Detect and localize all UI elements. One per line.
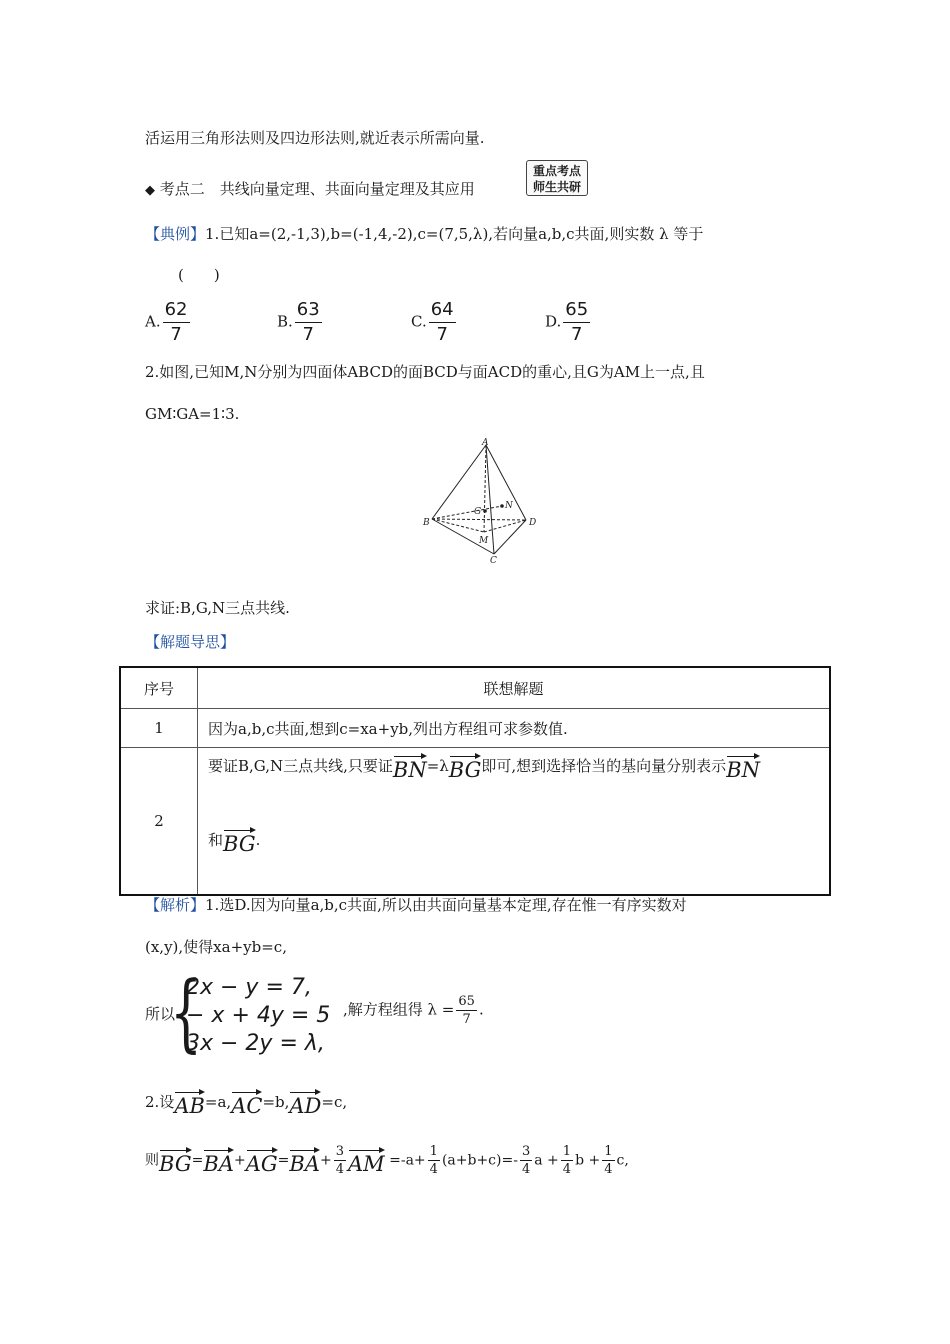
table-header-row [120,667,830,709]
option-num: 63 [295,298,322,323]
solution-p2 [145,1089,347,1117]
tetrahedron-figure [415,435,545,565]
p2-c: =c, [321,1093,348,1111]
guide-label: 【解题导思】 [145,633,236,651]
vector-ba: BA [289,1147,320,1175]
p3-prefix: 则 [145,1152,159,1169]
option-num: 64 [429,298,456,323]
vector-ab: AB [174,1089,205,1117]
label-b: B [423,518,430,528]
row-text-a: 要证B,G,N三点共线,只要证 [208,757,393,775]
row-end: . [255,831,261,849]
p3-tail-5: c, [616,1152,629,1169]
label-g: G [474,507,482,517]
frac-num: 1 [429,1144,438,1159]
so-text: 所以 [145,1005,176,1023]
result-num: 65 [458,994,475,1009]
frac-den: 4 [429,1162,438,1177]
vector-bg: BG [159,1147,192,1175]
frac-den: 4 [335,1162,344,1177]
vector-bn: BN [393,753,427,781]
vector-bg: BG [449,753,482,781]
frac-num: 3 [521,1144,531,1159]
option-letter: C. [411,312,427,331]
frac-den: 4 [604,1162,613,1177]
solution-line-2: (x,y),使得xa+yb=c, [145,938,287,956]
label-c: C [490,556,497,565]
eq-lambda: =λ [426,757,449,775]
q2-line-2: GM∶GA=1∶3. [145,405,240,423]
equation-2: − x + 4y = 5 [186,1003,331,1028]
solution-p3: 则BG=BA+AG=BA+ $\frac{3}{4}$ AM =-a+ $\frac{1}{4}$ (a+b+c)=- $\frac{3}{4}$ a + $\frac{1}{4}$ b + $\frac{1}{4}$ c, [145,1144,629,1177]
option-c [411,298,458,347]
vector-ad: AD [289,1089,321,1117]
frac-num: 1 [604,1144,613,1159]
p2-prefix: 2.设 [145,1093,175,1111]
badge-line-1: 重点考点 [532,164,581,178]
edge-bd [432,519,526,520]
key-point-badge [526,160,588,196]
option-d [545,298,592,347]
guide-table [119,666,831,896]
p3-tail-2: (a+b+c)=- [441,1152,518,1169]
badge-line-2: 师生共研 [532,180,581,194]
option-den: 7 [436,324,448,345]
q2-line-1: 2.如图,已知M,N分别为四面体ABCD的面BCD与面ACD的重心,且G为AM上一点,且 [145,363,705,381]
table-row [120,748,830,896]
segment-am [484,445,486,532]
option-num: 62 [163,298,190,323]
option-den: 7 [302,324,314,345]
q1-paren: ( ) [178,266,220,284]
section-title: 考点二 共线向量定理、共面向量定理及其应用 [159,180,475,198]
header-no: 序号 [120,667,198,709]
row-text: 因为a,b,c共面,想到c=xa+yb,列出方程组可求参数值. [198,709,831,748]
table-row [120,709,830,748]
option-den: 7 [570,324,583,345]
row-text-c: 和 [208,831,224,849]
solution-text: 1.选D.因为向量a,b,c共面,所以由共面向量基本定理,存在惟一有序实数对 [205,896,687,914]
result-text: ,解方程组得 λ = [343,1000,455,1019]
option-letter: A. [145,312,161,331]
option-letter: D. [545,312,562,331]
frac-num: 3 [335,1144,344,1159]
header-content: 联想解题 [198,667,831,709]
equation-3: 3x − 2y = λ, [186,1031,325,1056]
frac-num: 1 [562,1144,572,1159]
vector-am: AM [348,1147,385,1175]
row-text-b: 即可,想到选择恰当的基向量分别表示 [481,757,727,775]
p3-tail-1: =-a+ [389,1152,426,1169]
row-text [198,748,831,896]
solution-result [343,993,484,1028]
section-heading [145,178,475,202]
option-letter: B. [277,312,293,331]
result-end: . [478,1000,484,1019]
label-m: M [479,536,489,546]
row-no: 2 [120,748,198,896]
p2-b: =b, [262,1093,290,1111]
p3-tail-4: b [575,1152,585,1169]
result-den: 7 [462,1012,471,1027]
frac-den: 4 [562,1162,572,1177]
vector-bg: BG [223,827,256,855]
vector-ag: AG [246,1147,278,1175]
p2-a: =a, [204,1093,232,1111]
label-d: D [529,518,537,528]
frac-den: 4 [521,1162,531,1177]
segment-bm [432,519,484,532]
q1-text: 1.已知a=(2,-1,3),b=(-1,4,-2),c=(7,5,λ),若向量a,b,c共面,则实数 λ 等于 [205,225,704,243]
label-a: A [482,438,489,448]
solution-line-1 [145,894,687,916]
intro-text: 活运用三角形法则及四边形法则,就近表示所需向量. [145,129,485,147]
point-g [483,509,487,513]
label-n: N [505,501,513,511]
example-label: 【典例】 [145,225,206,243]
edge-cd [494,520,526,554]
vector-ac: AC [231,1089,262,1117]
vector-ba: BA [203,1147,234,1175]
option-num: 65 [563,298,590,323]
diamond-icon: ◆ [145,183,155,198]
option-a [145,298,192,347]
row-no: 1 [120,709,198,748]
equation-1: 2x − y = 7, [186,975,312,1000]
solution-label: 【解析】 [145,896,206,914]
option-den: 7 [170,324,182,345]
vector-bn: BN [726,753,760,781]
point-n [500,504,504,508]
brace-icon: { [170,963,203,1061]
p3-tail-3: a [534,1152,543,1169]
example-q1 [145,223,703,245]
prove-statement: 求证:B,G,N三点共线. [145,599,290,617]
option-b [277,298,324,347]
